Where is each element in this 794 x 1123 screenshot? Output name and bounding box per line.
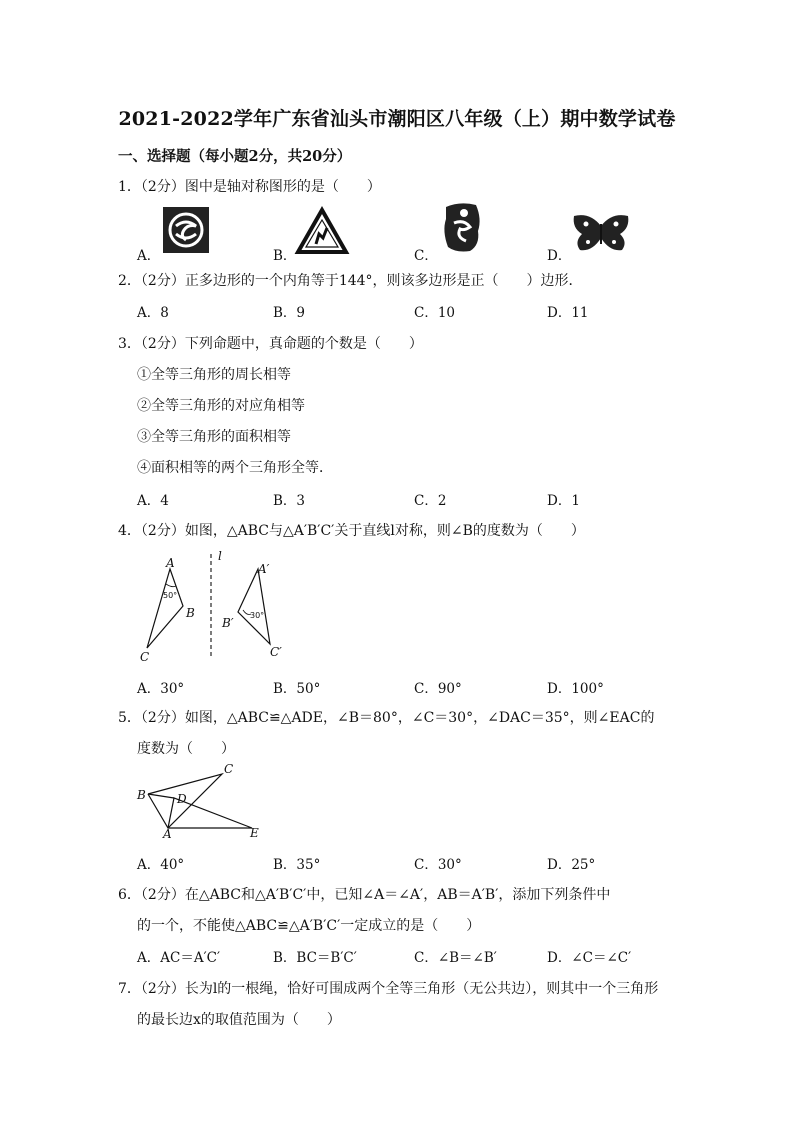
q4-label-a: A <box>166 556 175 570</box>
q4-label-c-prime: C′ <box>270 645 282 659</box>
q4-line-label-l: l <box>218 549 222 563</box>
q5-label-d: D <box>177 792 187 806</box>
question-5-stem-line2: 度数为（ ） <box>137 741 235 757</box>
q4-option-a[interactable]: A．30° <box>137 681 185 697</box>
q3-statement-3: ③全等三角形的面积相等 <box>137 429 291 445</box>
q1-option-a[interactable]: A． <box>137 248 161 264</box>
page-title: 2021-2022学年广东省汕头市潮阳区八年级（上）期中数学试卷 <box>118 108 676 130</box>
q5-option-c[interactable]: C．30° <box>414 857 462 873</box>
q3-statement-4: ④面积相等的两个三角形全等． <box>137 460 333 476</box>
q6-option-d[interactable]: D．∠C＝∠C′ <box>547 950 632 966</box>
q2-option-a[interactable]: A．8 <box>137 305 169 321</box>
question-7-stem-line1: 7．（2分）长为l的一根绳，恰好可围成两个全等三角形（无公共边），则其中一个三角形 <box>118 981 659 997</box>
q4-option-b[interactable]: B．50° <box>273 681 321 697</box>
triangle-warning-sign-icon <box>296 208 348 254</box>
q6-option-b[interactable]: B．BC＝B′C′ <box>273 950 357 966</box>
q4-angle-label-30: 30° <box>250 611 265 620</box>
question-3-stem: 3．（2分）下列命题中，真命题的个数是（ ） <box>118 336 423 352</box>
q6-option-c[interactable]: C．∠B＝∠B′ <box>414 950 497 966</box>
q3-option-a[interactable]: A．4 <box>137 493 169 509</box>
q5-option-a[interactable]: A．40° <box>137 857 185 873</box>
question-7-stem-line2: 的最长边x的取值范围为（ ） <box>137 1012 341 1028</box>
q4-option-d[interactable]: D．100° <box>547 681 604 697</box>
q2-option-b[interactable]: B．9 <box>273 305 306 321</box>
q5-option-d[interactable]: D．25° <box>547 857 596 873</box>
q4-angle-label-50: 50° <box>163 591 178 600</box>
question-5-stem-line1: 5．（2分）如图，△ABC≌△ADE，∠B＝80°，∠C＝30°，∠DAC＝35°，则∠EAC的 <box>118 710 655 726</box>
circular-swirl-logo-icon <box>162 206 210 254</box>
q1-option-d[interactable]: D． <box>547 248 572 264</box>
q5-label-e: E <box>250 826 259 840</box>
q4-option-c[interactable]: C．90° <box>414 681 462 697</box>
q5-label-c: C <box>224 762 234 776</box>
q2-option-c[interactable]: C．10 <box>414 305 456 321</box>
q6-option-a[interactable]: A．AC＝A′C′ <box>137 950 221 966</box>
q4-label-c: C <box>140 650 150 664</box>
q5-option-b[interactable]: B．35° <box>273 857 321 873</box>
stamp-figure-icon <box>440 201 484 253</box>
q5-label-b: B <box>137 788 146 802</box>
question-4-stem: 4．（2分）如图，△ABC与△A′B′C′关于直线l对称，则∠B的度数为（ ） <box>118 523 585 539</box>
question-1-stem: 1．（2分）图中是轴对称图形的是（ ） <box>118 179 381 195</box>
q4-label-b-prime: B′ <box>222 616 234 630</box>
q1-option-c[interactable]: C． <box>414 248 438 264</box>
q4-label-a-prime: A′ <box>258 562 270 576</box>
q5-label-a: A <box>163 827 172 841</box>
q4-label-b: B <box>186 606 195 620</box>
q2-option-d[interactable]: D．11 <box>547 305 589 321</box>
q3-option-c[interactable]: C．2 <box>414 493 447 509</box>
q1-option-b[interactable]: B． <box>273 248 297 264</box>
section-heading-choice: 一、选择题（每小题2分，共20分） <box>118 148 352 165</box>
butterfly-icon <box>570 212 632 254</box>
q3-statement-1: ①全等三角形的周长相等 <box>137 367 291 383</box>
q3-option-b[interactable]: B．3 <box>273 493 306 509</box>
question-6-stem-line1: 6．（2分）在△ABC和△A′B′C′中，已知∠A＝∠A′，AB＝A′B′，添加下列条件中 <box>118 887 611 903</box>
q3-option-d[interactable]: D．1 <box>547 493 580 509</box>
question-2-stem: 2．（2分）正多边形的一个内角等于144°，则该多边形是正（ ）边形． <box>118 273 583 289</box>
q3-statement-2: ②全等三角形的对应角相等 <box>137 398 305 414</box>
question-6-stem-line2: 的一个，不能使△ABC≌△A′B′C′一定成立的是（ ） <box>137 918 481 934</box>
q5-congruent-triangles-figure <box>130 760 270 844</box>
